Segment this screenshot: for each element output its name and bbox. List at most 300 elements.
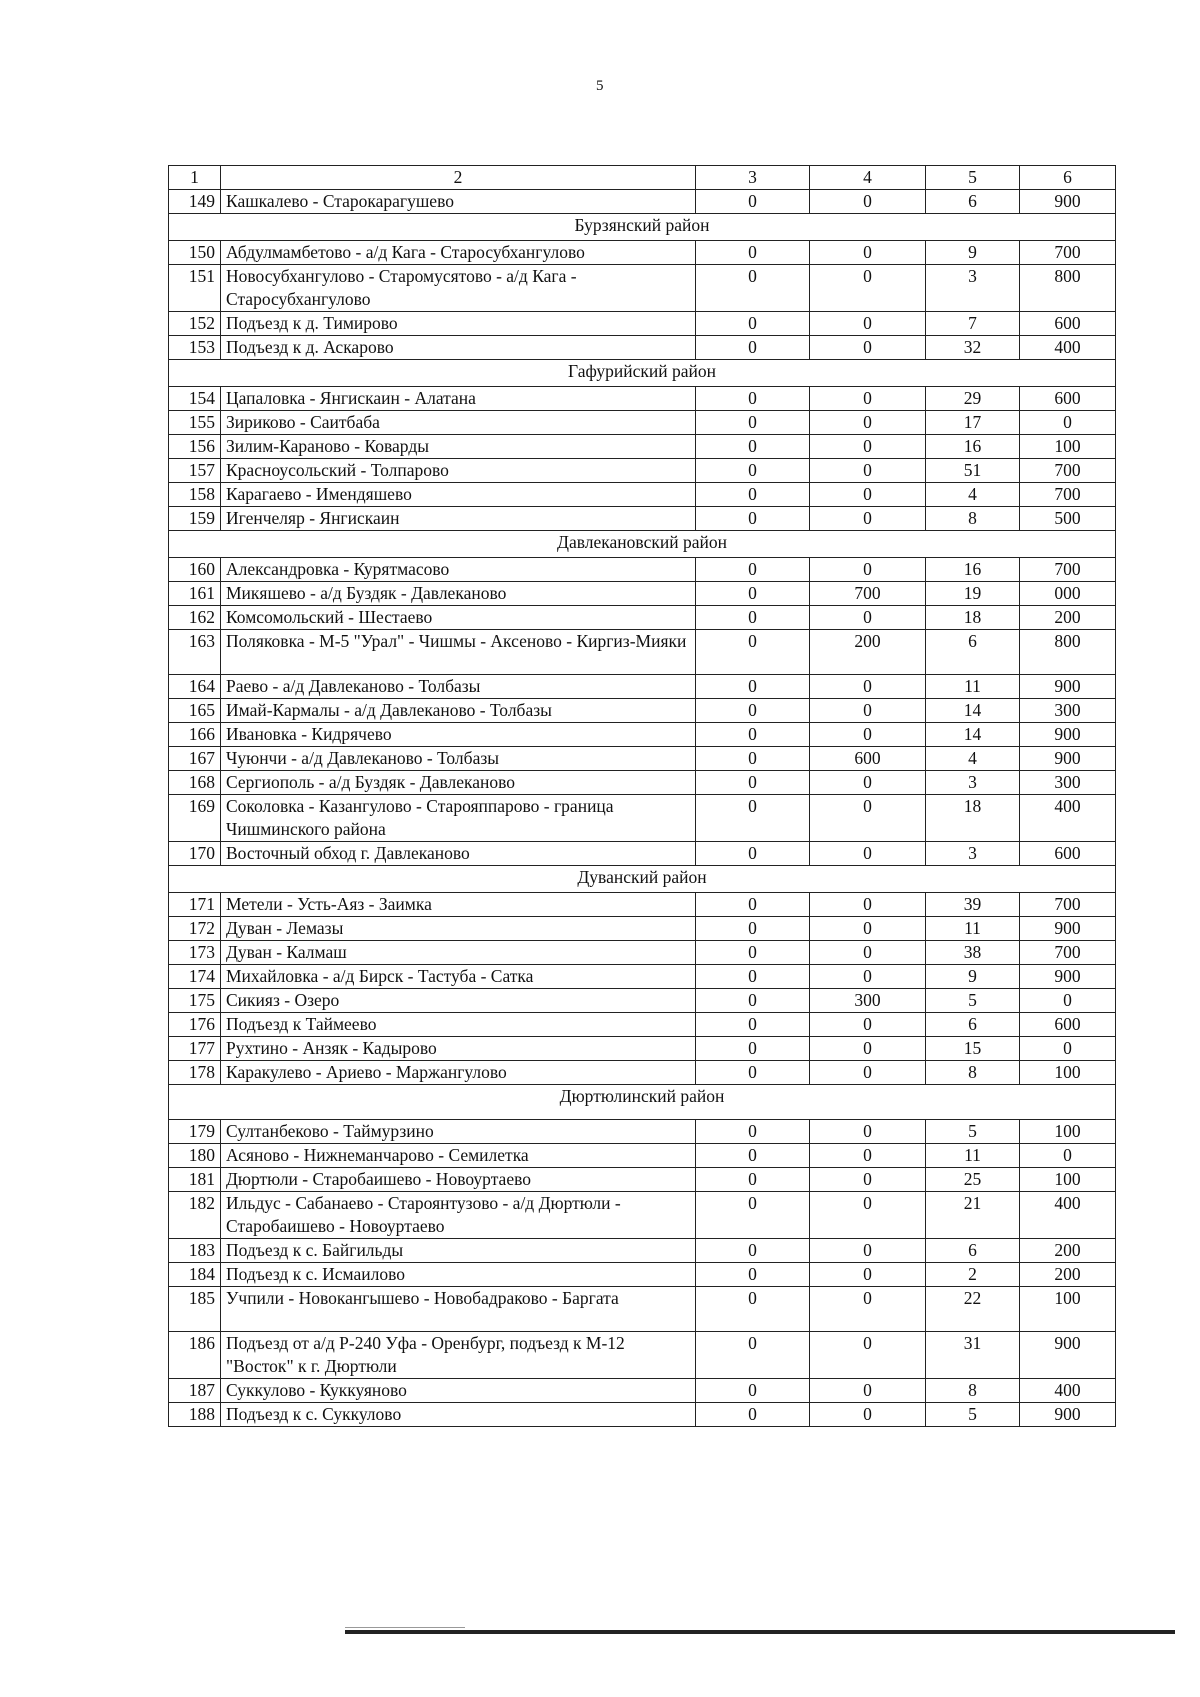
header-cell-2: 2 xyxy=(221,166,696,190)
table-row xyxy=(169,699,1116,723)
road-name: Игенчеляр - Янгискаин xyxy=(221,507,696,531)
table-row xyxy=(169,941,1116,965)
value-col-6: 600 xyxy=(1020,312,1116,336)
value-col-4: 0 xyxy=(810,675,926,699)
table-row xyxy=(169,336,1116,360)
table-row xyxy=(169,1061,1116,1085)
value-col-4: 0 xyxy=(810,1332,926,1379)
road-name: Имай-Кармалы - а/д Давлеканово - Толбазы xyxy=(221,699,696,723)
value-col-5: 38 xyxy=(926,941,1020,965)
value-col-4: 0 xyxy=(810,411,926,435)
value-col-3: 0 xyxy=(696,1403,810,1427)
value-col-3: 0 xyxy=(696,190,810,214)
value-col-5: 6 xyxy=(926,1239,1020,1263)
district-name: Гафурийский район xyxy=(169,360,1116,387)
value-col-4: 0 xyxy=(810,1379,926,1403)
table-row xyxy=(169,747,1116,771)
table-row xyxy=(169,1263,1116,1287)
row-number: 160 xyxy=(169,558,221,582)
page-number: 5 xyxy=(596,78,604,94)
value-col-6: 900 xyxy=(1020,965,1116,989)
row-number: 185 xyxy=(169,1287,221,1332)
table-row xyxy=(169,558,1116,582)
value-col-6: 100 xyxy=(1020,1168,1116,1192)
table-row xyxy=(169,1403,1116,1427)
value-col-3: 0 xyxy=(696,1144,810,1168)
value-col-5: 19 xyxy=(926,582,1020,606)
table-row xyxy=(169,435,1116,459)
roads-table xyxy=(168,165,1116,1427)
road-name: Абдулмамбетово - а/д Кага - Старосубхангулово xyxy=(221,241,696,265)
value-col-3: 0 xyxy=(696,1192,810,1239)
value-col-6: 900 xyxy=(1020,1403,1116,1427)
road-name: Александровка - Курятмасово xyxy=(221,558,696,582)
road-name: Соколовка - Казангулово - Старояппарово - граница Чишминского района xyxy=(221,795,696,842)
value-col-5: 29 xyxy=(926,387,1020,411)
value-col-4: 200 xyxy=(810,630,926,675)
table-row xyxy=(169,771,1116,795)
road-name: Кашкалево - Старокарагушево xyxy=(221,190,696,214)
row-number: 183 xyxy=(169,1239,221,1263)
value-col-5: 4 xyxy=(926,747,1020,771)
table-row xyxy=(169,312,1116,336)
table-row xyxy=(169,606,1116,630)
row-number: 169 xyxy=(169,795,221,842)
value-col-3: 0 xyxy=(696,771,810,795)
value-col-3: 0 xyxy=(696,459,810,483)
district-name: Давлекановский район xyxy=(169,531,1116,558)
table-row xyxy=(169,893,1116,917)
district-header-row xyxy=(169,866,1116,893)
value-col-4: 0 xyxy=(810,459,926,483)
value-col-3: 0 xyxy=(696,941,810,965)
value-col-5: 5 xyxy=(926,1120,1020,1144)
table-row xyxy=(169,1013,1116,1037)
district-header-row xyxy=(169,531,1116,558)
row-number: 176 xyxy=(169,1013,221,1037)
value-col-4: 0 xyxy=(810,723,926,747)
road-name: Сергиополь - а/д Буздяк - Давлеканово xyxy=(221,771,696,795)
value-col-3: 0 xyxy=(696,893,810,917)
row-number: 188 xyxy=(169,1403,221,1427)
value-col-5: 5 xyxy=(926,1403,1020,1427)
road-name: Цапаловка - Янгискаин - Алатана xyxy=(221,387,696,411)
road-name: Дуван - Лемазы xyxy=(221,917,696,941)
value-col-6: 400 xyxy=(1020,1192,1116,1239)
value-col-3: 0 xyxy=(696,558,810,582)
value-col-6: 700 xyxy=(1020,241,1116,265)
row-number: 159 xyxy=(169,507,221,531)
row-number: 171 xyxy=(169,893,221,917)
row-number: 167 xyxy=(169,747,221,771)
row-number: 182 xyxy=(169,1192,221,1239)
value-col-3: 0 xyxy=(696,435,810,459)
value-col-3: 0 xyxy=(696,241,810,265)
road-name: Каракулево - Ариево - Маржангулово xyxy=(221,1061,696,1085)
value-col-5: 3 xyxy=(926,771,1020,795)
row-number: 175 xyxy=(169,989,221,1013)
value-col-4: 0 xyxy=(810,190,926,214)
value-col-5: 39 xyxy=(926,893,1020,917)
road-name: Зилим-Караново - Коварды xyxy=(221,435,696,459)
value-col-6: 900 xyxy=(1020,747,1116,771)
header-cell-3: 3 xyxy=(696,166,810,190)
table-row xyxy=(169,842,1116,866)
value-col-3: 0 xyxy=(696,630,810,675)
row-number: 177 xyxy=(169,1037,221,1061)
table-row xyxy=(169,483,1116,507)
road-name: Сикияз - Озеро xyxy=(221,989,696,1013)
value-col-5: 18 xyxy=(926,606,1020,630)
row-number: 153 xyxy=(169,336,221,360)
value-col-5: 5 xyxy=(926,989,1020,1013)
row-number: 166 xyxy=(169,723,221,747)
road-name: Восточный обход г. Давлеканово xyxy=(221,842,696,866)
value-col-5: 6 xyxy=(926,1013,1020,1037)
footer-divider xyxy=(345,1630,1175,1634)
value-col-5: 16 xyxy=(926,558,1020,582)
row-number: 172 xyxy=(169,917,221,941)
value-col-3: 0 xyxy=(696,336,810,360)
road-name: Карагаево - Имендяшево xyxy=(221,483,696,507)
value-col-4: 0 xyxy=(810,917,926,941)
value-col-4: 0 xyxy=(810,483,926,507)
value-col-3: 0 xyxy=(696,507,810,531)
value-col-5: 16 xyxy=(926,435,1020,459)
road-name: Учпили - Новокангышево - Новобадраково - Баргата xyxy=(221,1287,696,1332)
value-col-6: 800 xyxy=(1020,630,1116,675)
row-number: 164 xyxy=(169,675,221,699)
value-col-3: 0 xyxy=(696,411,810,435)
value-col-3: 0 xyxy=(696,989,810,1013)
value-col-4: 0 xyxy=(810,1037,926,1061)
road-name: Суккулово - Куккуяново xyxy=(221,1379,696,1403)
value-col-5: 32 xyxy=(926,336,1020,360)
value-col-5: 8 xyxy=(926,507,1020,531)
value-col-4: 0 xyxy=(810,241,926,265)
value-col-6: 700 xyxy=(1020,893,1116,917)
value-col-5: 9 xyxy=(926,241,1020,265)
value-col-3: 0 xyxy=(696,675,810,699)
road-name: Михайловка - а/д Бирск - Тастуба - Сатка xyxy=(221,965,696,989)
road-name: Подъезд к д. Тимирово xyxy=(221,312,696,336)
value-col-3: 0 xyxy=(696,1120,810,1144)
table-row xyxy=(169,190,1116,214)
row-number: 156 xyxy=(169,435,221,459)
table-row xyxy=(169,1144,1116,1168)
table-row xyxy=(169,1239,1116,1263)
table-row xyxy=(169,459,1116,483)
road-name: Раево - а/д Давлеканово - Толбазы xyxy=(221,675,696,699)
table-row xyxy=(169,411,1116,435)
value-col-6: 200 xyxy=(1020,606,1116,630)
table-row xyxy=(169,675,1116,699)
road-name: Подъезд к с. Байгильды xyxy=(221,1239,696,1263)
row-number: 163 xyxy=(169,630,221,675)
value-col-4: 0 xyxy=(810,507,926,531)
value-col-6: 400 xyxy=(1020,795,1116,842)
road-name: Красноусольский - Толпарово xyxy=(221,459,696,483)
value-col-4: 0 xyxy=(810,387,926,411)
header-cell-4: 4 xyxy=(810,166,926,190)
value-col-3: 0 xyxy=(696,1332,810,1379)
value-col-3: 0 xyxy=(696,1013,810,1037)
value-col-6: 700 xyxy=(1020,558,1116,582)
road-name: Чуюнчи - а/д Давлеканово - Толбазы xyxy=(221,747,696,771)
table-row xyxy=(169,582,1116,606)
value-col-4: 0 xyxy=(810,1239,926,1263)
value-col-4: 0 xyxy=(810,771,926,795)
value-col-4: 0 xyxy=(810,312,926,336)
value-col-4: 700 xyxy=(810,582,926,606)
row-number: 187 xyxy=(169,1379,221,1403)
value-col-5: 14 xyxy=(926,699,1020,723)
value-col-4: 0 xyxy=(810,1263,926,1287)
table-row xyxy=(169,917,1116,941)
row-number: 155 xyxy=(169,411,221,435)
value-col-6: 300 xyxy=(1020,771,1116,795)
row-number: 181 xyxy=(169,1168,221,1192)
row-number: 170 xyxy=(169,842,221,866)
value-col-4: 0 xyxy=(810,1061,926,1085)
value-col-3: 0 xyxy=(696,582,810,606)
table-row xyxy=(169,1037,1116,1061)
road-name: Подъезд к с. Суккулово xyxy=(221,1403,696,1427)
district-header-row xyxy=(169,1085,1116,1120)
value-col-4: 0 xyxy=(810,1287,926,1332)
value-col-6: 0 xyxy=(1020,1037,1116,1061)
road-name: Дуван - Калмаш xyxy=(221,941,696,965)
value-col-6: 900 xyxy=(1020,723,1116,747)
value-col-3: 0 xyxy=(696,917,810,941)
value-col-5: 25 xyxy=(926,1168,1020,1192)
value-col-3: 0 xyxy=(696,1037,810,1061)
row-number: 179 xyxy=(169,1120,221,1144)
road-name: Ивановка - Кидрячево xyxy=(221,723,696,747)
value-col-6: 0 xyxy=(1020,1144,1116,1168)
row-number: 165 xyxy=(169,699,221,723)
value-col-4: 0 xyxy=(810,893,926,917)
value-col-6: 100 xyxy=(1020,1061,1116,1085)
row-number: 186 xyxy=(169,1332,221,1379)
value-col-4: 600 xyxy=(810,747,926,771)
row-number: 173 xyxy=(169,941,221,965)
road-name: Султанбеково - Таймурзино xyxy=(221,1120,696,1144)
table-row xyxy=(169,723,1116,747)
value-col-6: 900 xyxy=(1020,675,1116,699)
value-col-4: 0 xyxy=(810,435,926,459)
table-row xyxy=(169,965,1116,989)
value-col-6: 0 xyxy=(1020,989,1116,1013)
value-col-5: 6 xyxy=(926,190,1020,214)
row-number: 154 xyxy=(169,387,221,411)
value-col-4: 0 xyxy=(810,1013,926,1037)
value-col-5: 18 xyxy=(926,795,1020,842)
value-col-5: 15 xyxy=(926,1037,1020,1061)
row-number: 178 xyxy=(169,1061,221,1085)
value-col-3: 0 xyxy=(696,265,810,312)
value-col-3: 0 xyxy=(696,387,810,411)
value-col-4: 0 xyxy=(810,1192,926,1239)
header-row xyxy=(169,166,1116,190)
road-name: Микяшево - а/д Буздяк - Давлеканово xyxy=(221,582,696,606)
table-row xyxy=(169,507,1116,531)
district-header-row xyxy=(169,360,1116,387)
value-col-5: 8 xyxy=(926,1061,1020,1085)
value-col-3: 0 xyxy=(696,795,810,842)
value-col-3: 0 xyxy=(696,483,810,507)
value-col-3: 0 xyxy=(696,1061,810,1085)
value-col-3: 0 xyxy=(696,699,810,723)
road-name: Подъезд к Таймеево xyxy=(221,1013,696,1037)
value-col-4: 0 xyxy=(810,606,926,630)
value-col-5: 8 xyxy=(926,1379,1020,1403)
value-col-6: 600 xyxy=(1020,842,1116,866)
value-col-5: 7 xyxy=(926,312,1020,336)
row-number: 168 xyxy=(169,771,221,795)
value-col-4: 0 xyxy=(810,558,926,582)
table-row xyxy=(169,989,1116,1013)
district-name: Бурзянский район xyxy=(169,214,1116,241)
road-name: Асяново - Нижнеманчарово - Семилетка xyxy=(221,1144,696,1168)
value-col-3: 0 xyxy=(696,312,810,336)
value-col-6: 900 xyxy=(1020,917,1116,941)
row-number: 158 xyxy=(169,483,221,507)
value-col-6: 700 xyxy=(1020,459,1116,483)
value-col-6: 100 xyxy=(1020,1120,1116,1144)
header-cell-1: 1 xyxy=(169,166,221,190)
value-col-6: 500 xyxy=(1020,507,1116,531)
table-row xyxy=(169,1120,1116,1144)
value-col-3: 0 xyxy=(696,965,810,989)
value-col-6: 200 xyxy=(1020,1239,1116,1263)
value-col-3: 0 xyxy=(696,1168,810,1192)
district-name: Дуванский район xyxy=(169,866,1116,893)
table-row xyxy=(169,630,1116,675)
value-col-3: 0 xyxy=(696,1239,810,1263)
value-col-4: 0 xyxy=(810,265,926,312)
row-number: 180 xyxy=(169,1144,221,1168)
road-name: Новосубхангулово - Старомусятово - а/д Кага - Старосубхангулово xyxy=(221,265,696,312)
value-col-6: 900 xyxy=(1020,190,1116,214)
value-col-4: 0 xyxy=(810,336,926,360)
value-col-3: 0 xyxy=(696,747,810,771)
value-col-6: 200 xyxy=(1020,1263,1116,1287)
row-number: 162 xyxy=(169,606,221,630)
value-col-4: 0 xyxy=(810,795,926,842)
table-row xyxy=(169,1168,1116,1192)
value-col-6: 600 xyxy=(1020,387,1116,411)
value-col-6: 700 xyxy=(1020,483,1116,507)
value-col-5: 3 xyxy=(926,265,1020,312)
road-name: Зириково - Саитбаба xyxy=(221,411,696,435)
footer-faint-line xyxy=(345,1627,465,1628)
road-name: Ильдус - Сабанаево - Староянтузово - а/д Дюртюли - Старобаишево - Новоуртаево xyxy=(221,1192,696,1239)
road-name: Поляковка - М-5 "Урал" - Чишмы - Аксеново - Киргиз-Мияки xyxy=(221,630,696,675)
value-col-6: 400 xyxy=(1020,1379,1116,1403)
value-col-5: 51 xyxy=(926,459,1020,483)
district-header-row xyxy=(169,214,1116,241)
value-col-4: 0 xyxy=(810,1144,926,1168)
value-col-5: 11 xyxy=(926,1144,1020,1168)
value-col-3: 0 xyxy=(696,606,810,630)
value-col-4: 0 xyxy=(810,1120,926,1144)
road-name: Комсомольский - Шестаево xyxy=(221,606,696,630)
value-col-3: 0 xyxy=(696,1379,810,1403)
value-col-5: 2 xyxy=(926,1263,1020,1287)
value-col-5: 11 xyxy=(926,917,1020,941)
value-col-4: 300 xyxy=(810,989,926,1013)
value-col-6: 300 xyxy=(1020,699,1116,723)
value-col-4: 0 xyxy=(810,1403,926,1427)
value-col-4: 0 xyxy=(810,699,926,723)
road-name: Подъезд от а/д Р-240 Уфа - Оренбург, подъезд к М-12 "Восток" к г. Дюртюли xyxy=(221,1332,696,1379)
value-col-5: 22 xyxy=(926,1287,1020,1332)
value-col-3: 0 xyxy=(696,723,810,747)
value-col-5: 4 xyxy=(926,483,1020,507)
row-number: 149 xyxy=(169,190,221,214)
table-row xyxy=(169,387,1116,411)
row-number: 174 xyxy=(169,965,221,989)
value-col-6: 700 xyxy=(1020,941,1116,965)
table-row xyxy=(169,1379,1116,1403)
district-name: Дюртюлинский район xyxy=(169,1085,1116,1120)
value-col-5: 17 xyxy=(926,411,1020,435)
value-col-6: 000 xyxy=(1020,582,1116,606)
header-cell-5: 5 xyxy=(926,166,1020,190)
table-row xyxy=(169,795,1116,842)
row-number: 161 xyxy=(169,582,221,606)
table-row xyxy=(169,1287,1116,1332)
value-col-6: 400 xyxy=(1020,336,1116,360)
value-col-4: 0 xyxy=(810,941,926,965)
value-col-5: 9 xyxy=(926,965,1020,989)
value-col-5: 6 xyxy=(926,630,1020,675)
road-name: Рухтино - Анзяк - Кадырово xyxy=(221,1037,696,1061)
value-col-3: 0 xyxy=(696,1287,810,1332)
value-col-5: 3 xyxy=(926,842,1020,866)
road-name: Дюртюли - Старобаишево - Новоуртаево xyxy=(221,1168,696,1192)
table-row xyxy=(169,265,1116,312)
value-col-5: 21 xyxy=(926,1192,1020,1239)
row-number: 152 xyxy=(169,312,221,336)
table-row xyxy=(169,1332,1116,1379)
table-row xyxy=(169,241,1116,265)
value-col-4: 0 xyxy=(810,1168,926,1192)
value-col-5: 14 xyxy=(926,723,1020,747)
value-col-4: 0 xyxy=(810,965,926,989)
row-number: 150 xyxy=(169,241,221,265)
value-col-5: 11 xyxy=(926,675,1020,699)
road-name: Подъезд к д. Аскарово xyxy=(221,336,696,360)
value-col-6: 0 xyxy=(1020,411,1116,435)
value-col-6: 100 xyxy=(1020,435,1116,459)
row-number: 184 xyxy=(169,1263,221,1287)
header-cell-6: 6 xyxy=(1020,166,1116,190)
road-name: Подъезд к с. Исмаилово xyxy=(221,1263,696,1287)
value-col-6: 600 xyxy=(1020,1013,1116,1037)
row-number: 157 xyxy=(169,459,221,483)
road-name: Метели - Усть-Аяз - Заимка xyxy=(221,893,696,917)
value-col-6: 800 xyxy=(1020,265,1116,312)
row-number: 151 xyxy=(169,265,221,312)
value-col-6: 900 xyxy=(1020,1332,1116,1379)
value-col-3: 0 xyxy=(696,842,810,866)
table-row xyxy=(169,1192,1116,1239)
value-col-5: 31 xyxy=(926,1332,1020,1379)
value-col-3: 0 xyxy=(696,1263,810,1287)
value-col-6: 100 xyxy=(1020,1287,1116,1332)
